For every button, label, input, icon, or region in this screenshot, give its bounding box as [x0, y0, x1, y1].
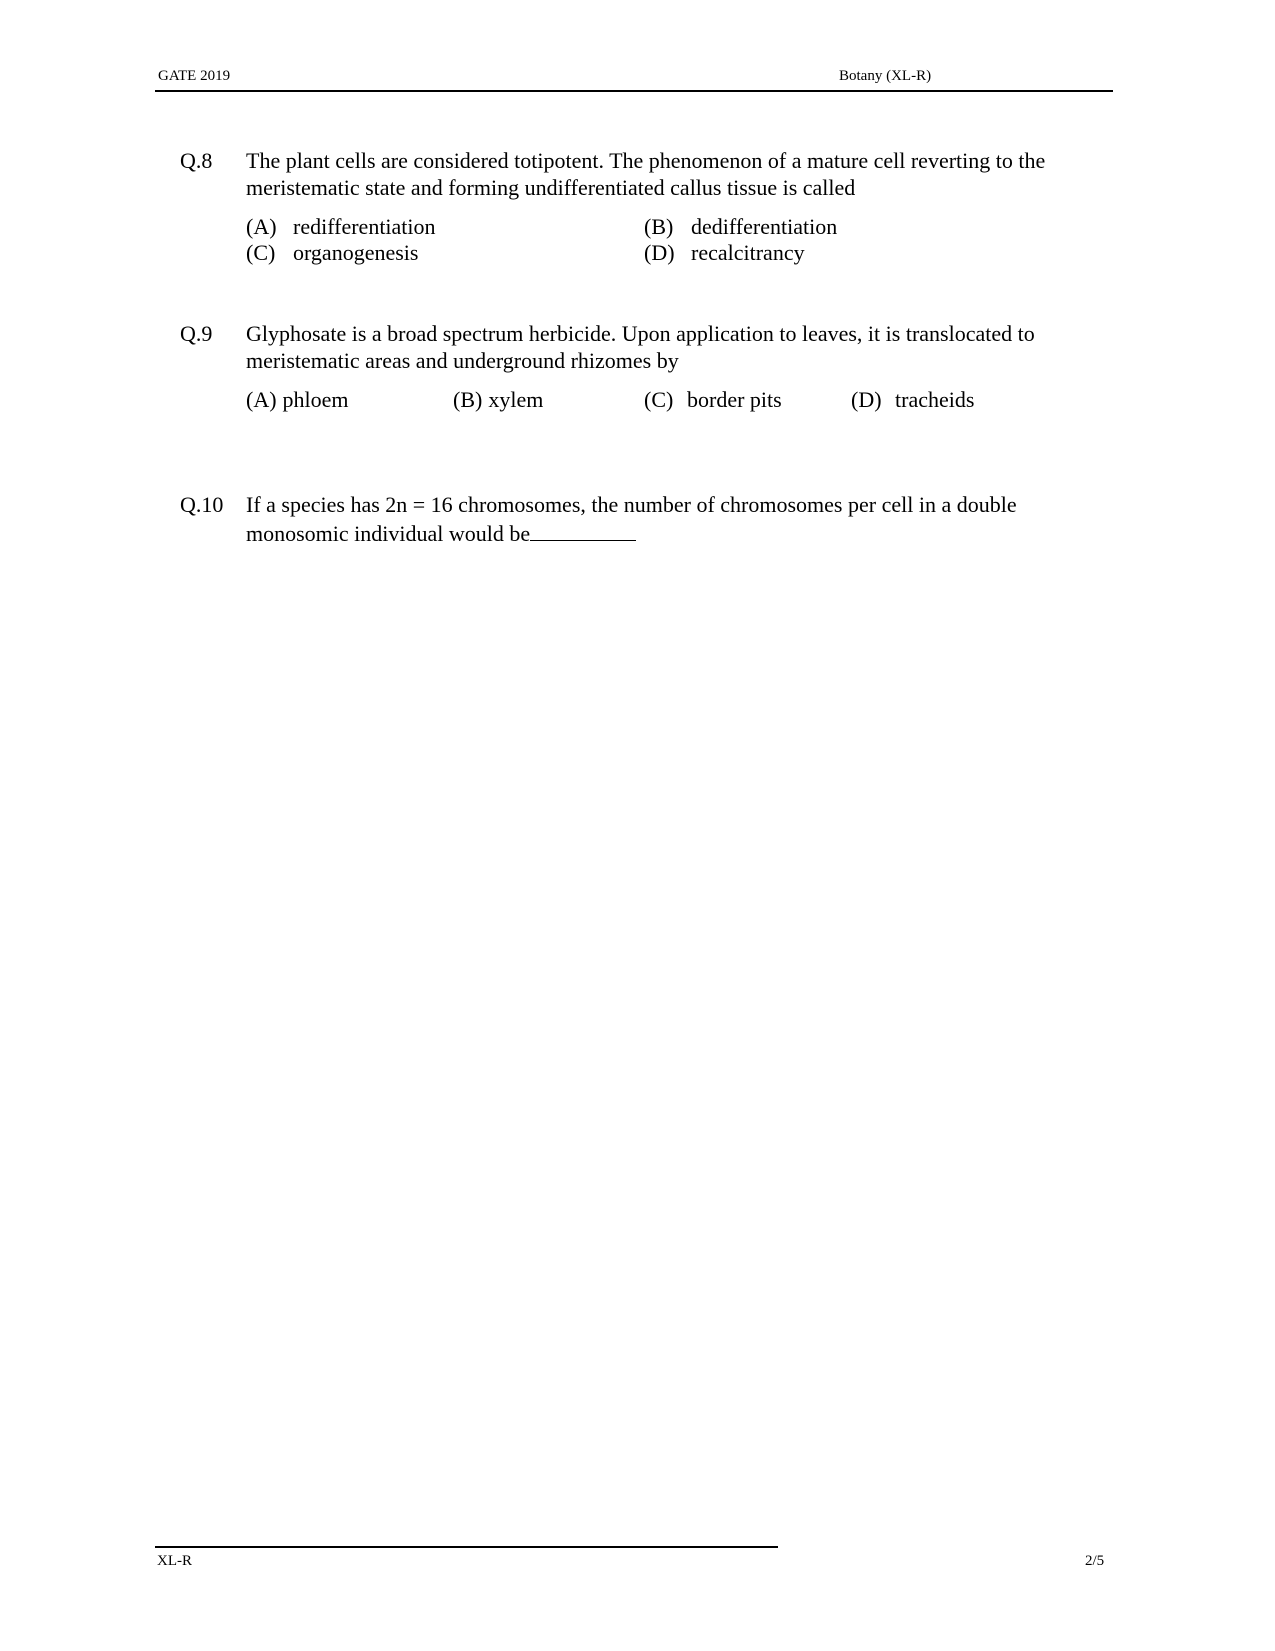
question-text-line: If a species has 2n = 16 chromosomes, the number of chromosomes per cell in a double: [246, 492, 1017, 517]
option-c: [644, 386, 782, 413]
question-text-line: Glyphosate is a broad spectrum herbicide. Upon application to leaves, it is translocated to: [246, 321, 1035, 346]
question-number: Q.8: [180, 148, 213, 173]
option-text: organogenesis: [293, 240, 419, 265]
option-text: dedifferentiation: [691, 214, 838, 239]
option-b: [453, 386, 543, 413]
option-text: tracheids: [895, 387, 975, 412]
question-8: [180, 147, 1110, 277]
paper-code: XL-R: [157, 1553, 192, 1569]
option-text: phloem: [282, 387, 349, 412]
question-text-line: meristematic areas and underground rhizomes by: [246, 348, 679, 373]
option-text: xylem: [488, 387, 544, 412]
option-a: [246, 213, 436, 240]
paper-subject: Botany (XL-R): [839, 68, 932, 84]
option-text: recalcitrancy: [691, 240, 805, 265]
option-d: [851, 386, 974, 413]
option-text: redifferentiation: [293, 214, 436, 239]
question-text: [246, 491, 1106, 547]
question-text: [246, 320, 1106, 374]
option-letter: (B): [453, 387, 483, 412]
exam-title: GATE 2019: [158, 68, 231, 84]
page-header: [155, 68, 1113, 92]
answer-blank: [530, 518, 636, 541]
option-letter: (C): [644, 387, 674, 412]
option-text: border pits: [687, 387, 782, 412]
option-letter: (D): [851, 387, 882, 412]
option-d: [644, 239, 805, 266]
options-list: [246, 386, 1106, 416]
question-9: [180, 320, 1110, 430]
footer-rule: [155, 1546, 778, 1548]
option-letter: (C): [246, 240, 276, 265]
page-number: 2/5: [1085, 1553, 1105, 1569]
question-text-line: The plant cells are considered totipotent. The phenomenon of a mature cell reverting to the: [246, 148, 1046, 173]
option-letter: (A): [246, 387, 277, 412]
option-letter: (A): [246, 214, 277, 239]
options-list: [246, 213, 1106, 273]
option-c: [246, 239, 418, 266]
question-number: Q.10: [180, 492, 224, 517]
question-10: [180, 491, 1110, 551]
question-text-fragment: monosomic individual would be: [246, 521, 531, 546]
question-text: [246, 147, 1106, 201]
option-letter: (D): [644, 240, 675, 265]
option-a: [246, 386, 349, 413]
question-number: Q.9: [180, 321, 213, 346]
option-letter: (B): [644, 214, 674, 239]
option-b: [644, 213, 837, 240]
question-text-line: [246, 518, 1106, 547]
question-text-line: meristematic state and forming undifferentiated callus tissue is called: [246, 175, 856, 200]
